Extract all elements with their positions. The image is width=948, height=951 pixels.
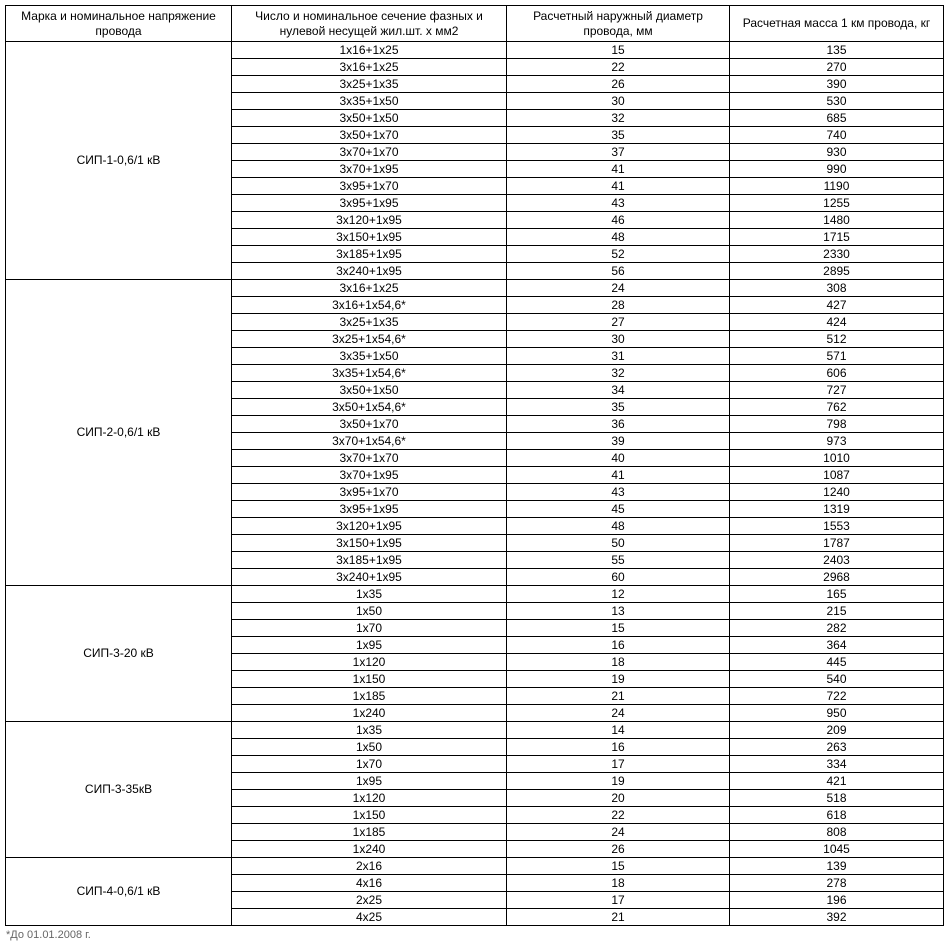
mass-cell: 930 <box>730 144 944 161</box>
mass-cell: 530 <box>730 93 944 110</box>
section-cell: 3х95+1х70 <box>232 178 507 195</box>
mass-cell: 334 <box>730 756 944 773</box>
diameter-cell: 13 <box>507 603 730 620</box>
table-row <box>6 586 944 603</box>
diameter-cell: 48 <box>507 229 730 246</box>
brand-cell: СИП-3-35кВ <box>6 722 232 858</box>
mass-cell: 215 <box>730 603 944 620</box>
section-cell: 3х50+1х50 <box>232 110 507 127</box>
section-cell: 3х240+1х95 <box>232 569 507 586</box>
section-cell: 3х35+1х54,6* <box>232 365 507 382</box>
section-cell: 3х95+1х95 <box>232 501 507 518</box>
section-cell: 3х50+1х54,6* <box>232 399 507 416</box>
diameter-cell: 31 <box>507 348 730 365</box>
table-row <box>6 722 944 739</box>
mass-cell: 518 <box>730 790 944 807</box>
mass-cell: 445 <box>730 654 944 671</box>
diameter-cell: 20 <box>507 790 730 807</box>
diameter-cell: 18 <box>507 654 730 671</box>
mass-cell: 364 <box>730 637 944 654</box>
mass-cell: 270 <box>730 59 944 76</box>
diameter-cell: 30 <box>507 331 730 348</box>
section-cell: 3х185+1х95 <box>232 552 507 569</box>
mass-cell: 727 <box>730 382 944 399</box>
section-cell: 2х16 <box>232 858 507 875</box>
header-mass: Расчетная масса 1 км провода, кг <box>730 6 944 42</box>
mass-cell: 1715 <box>730 229 944 246</box>
mass-cell: 209 <box>730 722 944 739</box>
mass-cell: 540 <box>730 671 944 688</box>
section-cell: 1х185 <box>232 688 507 705</box>
section-cell: 2х25 <box>232 892 507 909</box>
diameter-cell: 41 <box>507 178 730 195</box>
section-cell: 1х240 <box>232 705 507 722</box>
section-cell: 3х25+1х35 <box>232 314 507 331</box>
mass-cell: 740 <box>730 127 944 144</box>
section-cell: 3х25+1х54,6* <box>232 331 507 348</box>
diameter-cell: 41 <box>507 161 730 178</box>
diameter-cell: 32 <box>507 110 730 127</box>
mass-cell: 165 <box>730 586 944 603</box>
diameter-cell: 32 <box>507 365 730 382</box>
diameter-cell: 30 <box>507 93 730 110</box>
section-cell: 3х50+1х50 <box>232 382 507 399</box>
diameter-cell: 24 <box>507 705 730 722</box>
diameter-cell: 43 <box>507 195 730 212</box>
mass-cell: 2895 <box>730 263 944 280</box>
mass-cell: 278 <box>730 875 944 892</box>
section-cell: 1х120 <box>232 790 507 807</box>
section-cell: 1х95 <box>232 637 507 654</box>
section-cell: 3х70+1х54,6* <box>232 433 507 450</box>
diameter-cell: 16 <box>507 739 730 756</box>
section-cell: 3х240+1х95 <box>232 263 507 280</box>
mass-cell: 571 <box>730 348 944 365</box>
mass-cell: 1255 <box>730 195 944 212</box>
mass-cell: 606 <box>730 365 944 382</box>
section-cell: 3х35+1х50 <box>232 348 507 365</box>
section-cell: 1х120 <box>232 654 507 671</box>
diameter-cell: 24 <box>507 824 730 841</box>
diameter-cell: 48 <box>507 518 730 535</box>
mass-cell: 392 <box>730 909 944 926</box>
section-cell: 3х70+1х70 <box>232 144 507 161</box>
mass-cell: 762 <box>730 399 944 416</box>
diameter-cell: 15 <box>507 620 730 637</box>
diameter-cell: 17 <box>507 892 730 909</box>
diameter-cell: 12 <box>507 586 730 603</box>
section-cell: 3х35+1х50 <box>232 93 507 110</box>
section-cell: 3х120+1х95 <box>232 212 507 229</box>
diameter-cell: 35 <box>507 399 730 416</box>
mass-cell: 427 <box>730 297 944 314</box>
section-cell: 1х50 <box>232 603 507 620</box>
section-cell: 3х70+1х70 <box>232 450 507 467</box>
section-cell: 1х150 <box>232 807 507 824</box>
mass-cell: 135 <box>730 42 944 59</box>
mass-cell: 722 <box>730 688 944 705</box>
section-cell: 1х150 <box>232 671 507 688</box>
section-cell: 3х50+1х70 <box>232 416 507 433</box>
diameter-cell: 24 <box>507 280 730 297</box>
section-cell: 3х25+1х35 <box>232 76 507 93</box>
diameter-cell: 18 <box>507 875 730 892</box>
mass-cell: 424 <box>730 314 944 331</box>
header-section: Число и номинальное сечение фазных и нулевой несущей жил.шт. х мм2 <box>232 6 507 42</box>
diameter-cell: 21 <box>507 909 730 926</box>
section-cell: 3х150+1х95 <box>232 535 507 552</box>
mass-cell: 196 <box>730 892 944 909</box>
mass-cell: 2968 <box>730 569 944 586</box>
brand-cell: СИП-2-0,6/1 кВ <box>6 280 232 586</box>
section-cell: 1х35 <box>232 586 507 603</box>
diameter-cell: 15 <box>507 42 730 59</box>
mass-cell: 990 <box>730 161 944 178</box>
mass-cell: 973 <box>730 433 944 450</box>
diameter-cell: 26 <box>507 76 730 93</box>
mass-cell: 950 <box>730 705 944 722</box>
diameter-cell: 27 <box>507 314 730 331</box>
section-cell: 3х185+1х95 <box>232 246 507 263</box>
diameter-cell: 60 <box>507 569 730 586</box>
diameter-cell: 43 <box>507 484 730 501</box>
diameter-cell: 34 <box>507 382 730 399</box>
diameter-cell: 14 <box>507 722 730 739</box>
header-brand: Марка и номинальное напряжение провода <box>6 6 232 42</box>
diameter-cell: 52 <box>507 246 730 263</box>
section-cell: 1х70 <box>232 620 507 637</box>
diameter-cell: 15 <box>507 858 730 875</box>
section-cell: 3х16+1х25 <box>232 59 507 76</box>
diameter-cell: 41 <box>507 467 730 484</box>
mass-cell: 308 <box>730 280 944 297</box>
table-row <box>6 858 944 875</box>
table-row <box>6 42 944 59</box>
section-cell: 1х35 <box>232 722 507 739</box>
section-cell: 3х16+1х54,6* <box>232 297 507 314</box>
section-cell: 3х70+1х95 <box>232 467 507 484</box>
mass-cell: 421 <box>730 773 944 790</box>
diameter-cell: 28 <box>507 297 730 314</box>
diameter-cell: 55 <box>507 552 730 569</box>
mass-cell: 2403 <box>730 552 944 569</box>
diameter-cell: 26 <box>507 841 730 858</box>
section-cell: 1х16+1х25 <box>232 42 507 59</box>
diameter-cell: 45 <box>507 501 730 518</box>
mass-cell: 512 <box>730 331 944 348</box>
section-cell: 1х95 <box>232 773 507 790</box>
mass-cell: 282 <box>730 620 944 637</box>
mass-cell: 390 <box>730 76 944 93</box>
section-cell: 3х95+1х95 <box>232 195 507 212</box>
section-cell: 1х240 <box>232 841 507 858</box>
diameter-cell: 50 <box>507 535 730 552</box>
mass-cell: 2330 <box>730 246 944 263</box>
table-row <box>6 280 944 297</box>
diameter-cell: 16 <box>507 637 730 654</box>
header-row <box>6 6 944 42</box>
brand-cell: СИП-3-20 кВ <box>6 586 232 722</box>
section-cell: 3х120+1х95 <box>232 518 507 535</box>
mass-cell: 1087 <box>730 467 944 484</box>
brand-cell: СИП-4-0,6/1 кВ <box>6 858 232 926</box>
section-cell: 3х70+1х95 <box>232 161 507 178</box>
mass-cell: 1480 <box>730 212 944 229</box>
mass-cell: 1190 <box>730 178 944 195</box>
mass-cell: 263 <box>730 739 944 756</box>
diameter-cell: 19 <box>507 671 730 688</box>
section-cell: 4х25 <box>232 909 507 926</box>
diameter-cell: 37 <box>507 144 730 161</box>
section-cell: 1х70 <box>232 756 507 773</box>
mass-cell: 139 <box>730 858 944 875</box>
diameter-cell: 56 <box>507 263 730 280</box>
section-cell: 4х16 <box>232 875 507 892</box>
mass-cell: 1319 <box>730 501 944 518</box>
diameter-cell: 40 <box>507 450 730 467</box>
diameter-cell: 19 <box>507 773 730 790</box>
section-cell: 3х16+1х25 <box>232 280 507 297</box>
mass-cell: 808 <box>730 824 944 841</box>
mass-cell: 1045 <box>730 841 944 858</box>
section-cell: 3х150+1х95 <box>232 229 507 246</box>
brand-cell: СИП-1-0,6/1 кВ <box>6 42 232 280</box>
header-diameter: Расчетный наружный диаметр провода, мм <box>507 6 730 42</box>
footnote: *До 01.01.2008 г. <box>6 929 91 941</box>
section-cell: 1х50 <box>232 739 507 756</box>
mass-cell: 1240 <box>730 484 944 501</box>
mass-cell: 618 <box>730 807 944 824</box>
section-cell: 3х95+1х70 <box>232 484 507 501</box>
diameter-cell: 36 <box>507 416 730 433</box>
mass-cell: 685 <box>730 110 944 127</box>
diameter-cell: 17 <box>507 756 730 773</box>
diameter-cell: 35 <box>507 127 730 144</box>
diameter-cell: 46 <box>507 212 730 229</box>
section-cell: 3х50+1х70 <box>232 127 507 144</box>
section-cell: 1х185 <box>232 824 507 841</box>
mass-cell: 1553 <box>730 518 944 535</box>
mass-cell: 1010 <box>730 450 944 467</box>
diameter-cell: 21 <box>507 688 730 705</box>
diameter-cell: 39 <box>507 433 730 450</box>
mass-cell: 798 <box>730 416 944 433</box>
mass-cell: 1787 <box>730 535 944 552</box>
diameter-cell: 22 <box>507 59 730 76</box>
wire-specs-table <box>5 5 944 926</box>
diameter-cell: 22 <box>507 807 730 824</box>
